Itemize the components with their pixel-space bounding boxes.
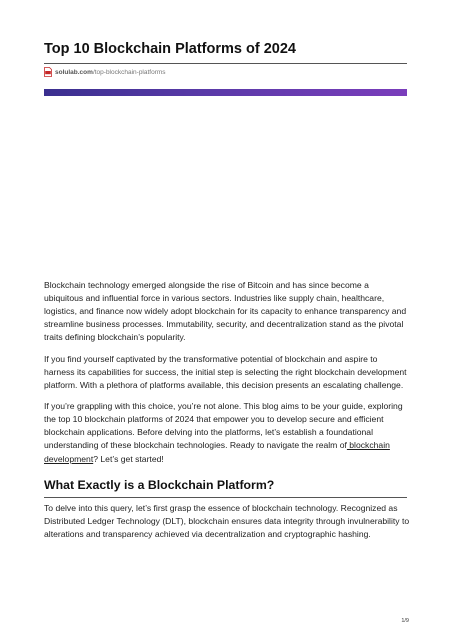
article-body [44, 279, 410, 549]
paragraph-blockchain-platform: To delve into this query, let’s first grasp the essence of blockchain technology. Recognized as Distributed Ledger Technology (DLT), blockchain ensures data integrity through invulnerability to alterations and transparency achieved via decentralization and cryptographic hashing. [44, 502, 410, 539]
paragraph-guide [44, 400, 410, 465]
source-path: /top-blockchain-platforms [92, 68, 166, 76]
paragraph-intro: Blockchain technology emerged alongside the rise of Bitcoin and has since become a ubiquitous and influential force in various sectors. Industries like supply chain, healthcare, logistics, and finance now widely adopt blockchain for its capacity to enhance transparency and streamline business processes. Immutability, security, and decentralization stand as the pivotal traits defining blockchain’s popularity. [44, 280, 407, 343]
page-title: Top 10 Blockchain Platforms of 2024 [44, 41, 296, 57]
section-heading: What Exactly is a Blockchain Platform? [44, 477, 275, 492]
source-link[interactable] [44, 67, 166, 77]
page-number: 1/9 [401, 618, 409, 624]
paragraph-guide-end: ? Let’s get started! [93, 453, 164, 464]
blockchain-development-link[interactable]: blockchain development [44, 440, 390, 464]
pdf-icon [44, 67, 52, 77]
source-domain: solulab.com [55, 68, 93, 76]
paragraph-guide-text: If you’re grappling with this choice, you’re not alone. This blog aims to be your guide, exploring the top 10 blockchain platforms of 2024 that empower you to develop secure and efficient blockchain applications. Before delving into the platforms, let’s establish a foundational understanding of these blockchain technologies. Ready to navigate the realm of [44, 401, 403, 451]
title-divider [44, 63, 407, 64]
header-banner [44, 89, 407, 96]
section-divider [44, 497, 407, 498]
paragraph-platform-choice: If you find yourself captivated by the transformative potential of blockchain and aspire to harness its capabilities for success, the initial step is selecting the right blockchain development platform. With a plethora of platforms available, this decision presents an escalating challenge. [44, 353, 407, 390]
